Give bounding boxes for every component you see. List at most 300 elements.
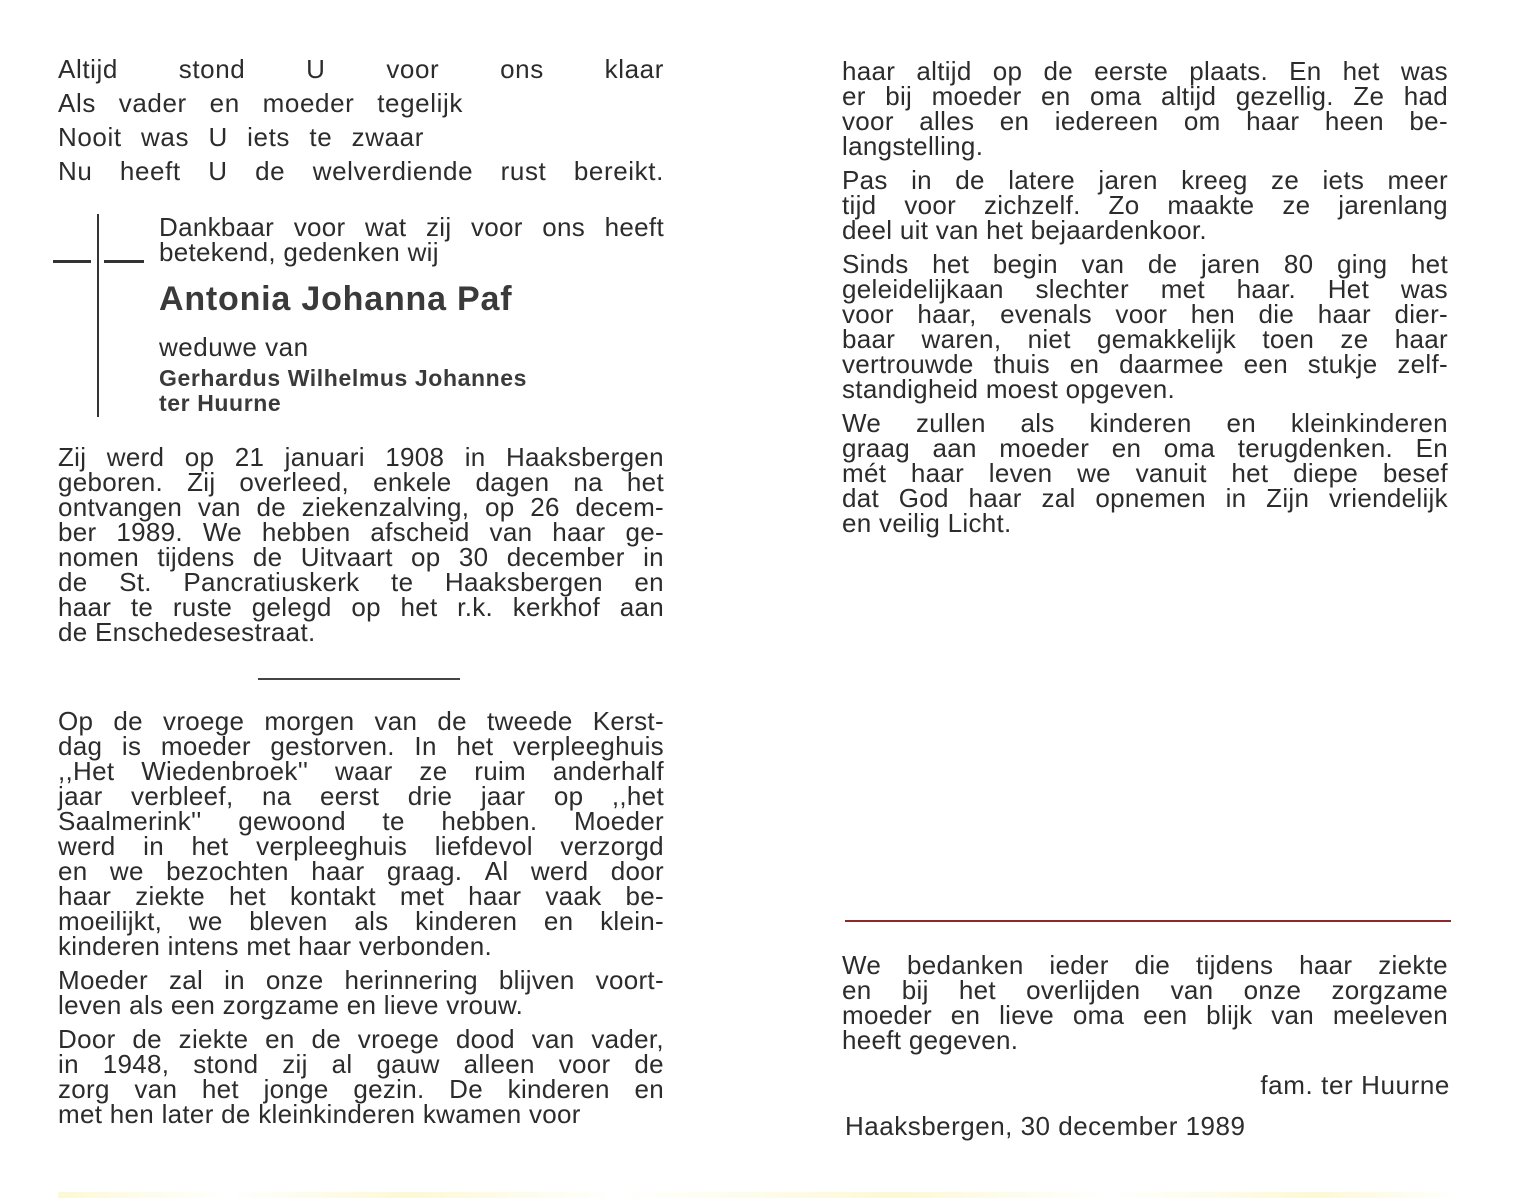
word: wat — [365, 212, 407, 242]
word: de — [58, 567, 88, 597]
word: had — [1403, 81, 1448, 111]
word: moeder — [262, 88, 355, 118]
word: het — [1410, 249, 1448, 279]
word: ,,het — [611, 781, 664, 811]
word: We — [842, 950, 882, 980]
word: besef — [1382, 458, 1448, 488]
word: die — [1258, 299, 1295, 329]
word: en — [58, 856, 88, 886]
word: in — [58, 1049, 79, 1079]
word: tijdens — [157, 542, 235, 572]
word: klein- — [600, 906, 664, 936]
word: bij — [885, 81, 913, 111]
birth-death-paragraph — [58, 442, 664, 647]
word: waar — [335, 756, 393, 786]
word: Uitvaart — [300, 542, 393, 572]
word: was — [1400, 56, 1448, 86]
word: oma — [1090, 81, 1142, 111]
word: december — [506, 542, 625, 572]
word: eerst — [319, 781, 380, 811]
word: oma — [1163, 433, 1216, 463]
word: van — [374, 706, 418, 736]
word: moeilijkt, — [58, 906, 163, 936]
text-line: langstelling. — [842, 131, 984, 161]
word: te — [130, 592, 154, 622]
word: werd — [58, 831, 116, 861]
word: voor — [842, 299, 894, 329]
word: onze — [1243, 975, 1302, 1005]
word: voor — [842, 106, 894, 136]
word: overlijden — [1026, 975, 1141, 1005]
word: blijven — [498, 965, 575, 995]
word: in — [911, 165, 932, 195]
word: verpleeghuis — [512, 731, 664, 761]
word: de — [311, 1024, 342, 1054]
word: ruste — [172, 592, 233, 622]
word: eerste — [1094, 56, 1169, 86]
word: herinnering — [344, 965, 478, 995]
word: opnemen — [1095, 483, 1206, 513]
word: bezochten — [166, 856, 289, 886]
word: het — [400, 592, 438, 622]
text-line: deel uit van het bejaardenkoor. — [842, 215, 1207, 245]
word: meer — [1387, 165, 1448, 195]
word: voor — [1115, 299, 1168, 329]
word: in — [143, 831, 164, 861]
word: het — [191, 831, 229, 861]
word: En — [1415, 433, 1448, 463]
word: dag — [58, 731, 103, 761]
word: haar — [1317, 299, 1371, 329]
word: decem- — [575, 492, 664, 522]
poem-line — [58, 120, 424, 154]
word: moeder — [160, 731, 251, 761]
word: heeft — [604, 212, 664, 242]
word: Zij — [58, 442, 87, 472]
word: ze — [1340, 324, 1369, 354]
word: klaar — [604, 54, 664, 84]
word: werd — [530, 856, 589, 886]
paragraph — [842, 249, 1448, 404]
word: Haaksbergen — [505, 442, 664, 472]
left-story — [58, 706, 664, 1129]
text-line: met hen later de kleinkinderen kwamen voor — [58, 1099, 581, 1129]
word: Dankbaar — [159, 212, 275, 242]
word: altijd — [1160, 81, 1217, 111]
word: als — [1020, 408, 1055, 438]
word: kontakt — [289, 881, 376, 911]
word: heen — [1324, 106, 1384, 136]
word: heeft — [119, 156, 181, 186]
word: stond — [178, 54, 246, 84]
word: In — [414, 731, 437, 761]
word: ruim — [474, 756, 527, 786]
word: bleven — [249, 906, 328, 936]
word: Wiedenbroek'' — [141, 756, 309, 786]
word: haar — [58, 881, 112, 911]
word: 1908 — [385, 442, 445, 472]
word: slechter — [1035, 274, 1129, 304]
word: om — [1183, 106, 1221, 136]
word: op — [184, 442, 215, 472]
word: die — [1134, 950, 1171, 980]
word: het — [932, 249, 970, 279]
word: mét — [842, 458, 887, 488]
word: tegelijk — [377, 88, 463, 118]
word: en — [1226, 408, 1256, 438]
word: te — [309, 122, 333, 152]
word: de — [1147, 249, 1178, 279]
word: alleen — [463, 1049, 535, 1079]
word: jaren — [1098, 165, 1158, 195]
husband-name-line: ter Huurne — [159, 390, 282, 416]
poem-line — [58, 154, 664, 188]
word: in — [464, 442, 486, 472]
word: ons — [500, 54, 544, 84]
word: rust — [500, 156, 547, 186]
word: geleidelijkaan — [842, 274, 1004, 304]
word: dier- — [1394, 299, 1448, 329]
word: U — [306, 54, 326, 84]
word: ging — [1336, 249, 1388, 279]
word: welverdiende — [312, 156, 474, 186]
word: en — [842, 975, 872, 1005]
word: Sinds — [842, 249, 909, 279]
word: leven — [988, 458, 1053, 488]
word: dat — [842, 483, 880, 513]
paragraph — [842, 165, 1448, 245]
word: Nooit — [58, 122, 122, 152]
word: op — [484, 492, 515, 522]
word: enkele — [373, 467, 452, 497]
word: met — [1160, 274, 1205, 304]
word: blijk — [1206, 1000, 1253, 1030]
word: Saalmerink'' — [58, 806, 202, 836]
word: de — [955, 165, 985, 195]
word: en — [634, 1074, 664, 1104]
word: evenals — [1000, 299, 1092, 329]
word: zij — [425, 212, 452, 242]
word: afscheid — [370, 517, 470, 547]
word: baar — [842, 324, 896, 354]
word: haar, — [917, 299, 977, 329]
word: de — [132, 1024, 162, 1054]
word: de — [437, 706, 467, 736]
word: een — [1143, 1000, 1188, 1030]
word: jarenlang — [1338, 190, 1448, 220]
word: en — [1069, 349, 1100, 379]
word: tijdens — [1196, 950, 1274, 980]
thanks-paragraph — [842, 950, 1448, 1055]
word: U — [208, 122, 228, 152]
word: ,,Het — [58, 756, 115, 786]
word: vroege — [357, 1024, 440, 1054]
word: de — [256, 492, 286, 522]
word: voor — [470, 212, 523, 242]
word: is — [121, 731, 142, 761]
word: gezellig. — [1235, 81, 1334, 111]
word: Pas — [842, 165, 888, 195]
word: was — [1400, 274, 1448, 304]
word: ge- — [625, 517, 664, 547]
word: zij — [282, 1049, 308, 1079]
word: het — [1231, 458, 1269, 488]
word: werd — [106, 442, 165, 472]
word: hebben. — [441, 806, 538, 836]
word: januari — [284, 442, 365, 472]
word: Nu — [58, 156, 93, 186]
word: als — [354, 906, 389, 936]
word: en — [950, 1000, 981, 1030]
word: nomen — [58, 542, 139, 572]
word: voor — [904, 190, 957, 220]
word: ze — [1282, 190, 1311, 220]
word: begin — [992, 249, 1058, 279]
word: vader — [118, 88, 187, 118]
word: zichzelf. — [984, 190, 1081, 220]
word: altijd — [916, 56, 972, 86]
word: alles — [919, 106, 975, 136]
word: gauw — [376, 1049, 440, 1079]
word: haar — [910, 458, 965, 488]
dedication — [159, 212, 664, 267]
word: We — [842, 408, 882, 438]
word: toen — [1262, 324, 1315, 354]
word: het — [626, 467, 664, 497]
word: haar — [1299, 950, 1353, 980]
word: terugdenken. — [1237, 433, 1394, 463]
word: vriendelijk — [1329, 483, 1448, 513]
word: Moeder — [58, 965, 148, 995]
word: overleed, — [239, 467, 350, 497]
word: verzorgd — [560, 831, 664, 861]
word: zal — [168, 965, 204, 995]
word: op — [992, 56, 1023, 86]
word: 80 — [1283, 249, 1314, 279]
word: van — [1271, 1000, 1315, 1030]
word: dagen — [475, 467, 550, 497]
word: van — [531, 1024, 575, 1054]
word: r.k. — [457, 592, 494, 622]
word: De — [449, 1074, 484, 1104]
text-line: leven als een zorgzame en lieve vrouw. — [58, 990, 524, 1020]
word: haar — [468, 881, 522, 911]
word: hebben — [261, 517, 351, 547]
word: vader, — [591, 1024, 664, 1054]
word: graag — [842, 433, 910, 463]
word: kleinkinderen — [1290, 408, 1448, 438]
word: gemakkelijk — [1096, 324, 1237, 354]
word: vertrouwde — [842, 349, 974, 379]
word: van — [134, 1074, 178, 1104]
thanks-divider — [845, 920, 1451, 922]
word: Het — [1327, 274, 1370, 304]
word: we — [1077, 458, 1111, 488]
word: kinderen — [507, 1074, 610, 1104]
word: na — [261, 781, 292, 811]
word: waren, — [921, 324, 1002, 354]
word: God — [898, 483, 949, 513]
word: 21 — [234, 442, 265, 472]
word: thuis — [993, 349, 1050, 379]
word: vaak — [545, 881, 602, 911]
word: Zij — [187, 467, 216, 497]
word: ons — [542, 212, 586, 242]
word: tijd — [842, 190, 877, 220]
word: ze — [419, 756, 448, 786]
word: gestorven. — [270, 731, 395, 761]
word: kinderen — [1089, 408, 1192, 438]
word: de — [255, 156, 286, 186]
word: in — [224, 965, 245, 995]
word: haar — [842, 56, 896, 86]
word: moeder — [999, 433, 1090, 463]
word: be- — [625, 881, 664, 911]
word: liefdevol — [434, 831, 533, 861]
word: de — [634, 1049, 664, 1079]
word: was — [141, 122, 190, 152]
word: de — [113, 706, 143, 736]
word: en — [1041, 81, 1071, 111]
poem-line — [58, 52, 664, 86]
word: een — [1243, 349, 1288, 379]
word: en — [265, 1024, 295, 1054]
word: Pancratiuskerk — [183, 567, 360, 597]
word: jonge — [263, 1074, 329, 1104]
word: drie — [407, 781, 453, 811]
paragraph — [842, 56, 1448, 161]
word: haar — [311, 856, 365, 886]
text-line: kinderen intens met haar verbonden. — [58, 931, 492, 961]
word: bij — [901, 975, 929, 1005]
word: morgen — [264, 706, 355, 736]
word: kreeg — [1181, 165, 1248, 195]
word: geboren. — [58, 467, 164, 497]
word: haar — [58, 592, 112, 622]
word: in — [643, 542, 664, 572]
word: tweede — [487, 706, 573, 736]
word: het — [456, 731, 494, 761]
word: bereikt. — [573, 156, 664, 186]
word: We — [202, 517, 243, 547]
word: moeder — [931, 81, 1022, 111]
word: jaren — [1200, 249, 1261, 279]
word: ber — [58, 517, 97, 547]
word: hen — [1190, 299, 1236, 329]
word: Op — [58, 706, 94, 736]
word: ze — [1271, 165, 1300, 195]
word: plaats. — [1189, 56, 1268, 86]
word: 1948, — [102, 1049, 170, 1079]
family-signature: fam. ter Huurne — [1260, 1070, 1450, 1100]
poem — [58, 52, 664, 188]
word: 1989. — [116, 517, 183, 547]
word: met — [399, 881, 445, 911]
cross-icon — [97, 214, 99, 417]
word: ontvangen — [58, 492, 183, 522]
word: jaar — [480, 781, 526, 811]
section-divider — [258, 678, 460, 680]
text-line: heeft gegeven. — [842, 1025, 1019, 1055]
word: stond — [193, 1049, 259, 1079]
word: haar — [1246, 106, 1300, 136]
word: anderhalf — [552, 756, 664, 786]
dedication-line: betekend, gedenken wij — [159, 237, 439, 267]
word: voor — [386, 54, 440, 84]
word: haar — [552, 517, 606, 547]
word: voor — [293, 212, 346, 242]
deceased-name: Antonia Johanna Paf — [159, 280, 513, 318]
word: de — [252, 542, 283, 572]
word: en — [999, 106, 1030, 136]
word: maakte — [1167, 190, 1255, 220]
word: iets — [1322, 165, 1365, 195]
word: en — [634, 567, 664, 597]
word: vroege — [163, 706, 245, 736]
right-story — [842, 56, 1448, 538]
word: van — [197, 492, 241, 522]
word: voort- — [595, 965, 664, 995]
word: ziekte — [135, 881, 205, 911]
word: Altijd — [58, 54, 118, 84]
text-line: standigheid moest opgeven. — [842, 374, 1176, 404]
paragraph — [58, 965, 664, 1020]
place-date: Haaksbergen, 30 december 1989 — [845, 1111, 1246, 1141]
word: de — [1043, 56, 1073, 86]
word: graag. — [386, 856, 463, 886]
word: stukje — [1307, 349, 1378, 379]
cross-icon-bar-right — [104, 260, 144, 263]
word: we — [109, 856, 144, 886]
word: Zijn — [1266, 483, 1310, 513]
word: Ze — [1353, 81, 1385, 111]
word: en — [1111, 433, 1142, 463]
word: zorgzame — [1331, 975, 1448, 1005]
word: Door — [58, 1024, 116, 1054]
word: ieder — [1049, 950, 1109, 980]
word: aan — [932, 433, 977, 463]
poem-line — [58, 86, 463, 120]
word: zal — [1041, 483, 1076, 513]
word: en — [209, 88, 240, 118]
word: door — [610, 856, 664, 886]
husband-name — [159, 366, 527, 416]
word: ziekte — [1378, 950, 1448, 980]
word: voor — [558, 1049, 611, 1079]
word: aan — [619, 592, 664, 622]
word: gelegd — [251, 592, 332, 622]
word: be- — [1409, 106, 1448, 136]
word: Moeder — [574, 806, 664, 836]
word: verpleeghuis — [256, 831, 408, 861]
word: onze — [265, 965, 324, 995]
paper-edge — [58, 1192, 1458, 1198]
word: zorg — [58, 1074, 110, 1104]
word: op — [553, 781, 584, 811]
word: bedanken — [906, 950, 1024, 980]
word: Kerst- — [592, 706, 664, 736]
word: het — [201, 1074, 239, 1104]
word: ziekenzalving, — [301, 492, 470, 522]
text-line: en veilig Licht. — [842, 508, 1012, 538]
word: en — [543, 906, 574, 936]
word: al — [331, 1049, 353, 1079]
text-line: de Enschedesestraat. — [58, 617, 316, 647]
paragraph — [58, 706, 664, 961]
word: haar — [968, 483, 1022, 513]
word: 30 — [458, 542, 489, 572]
word: moeder — [842, 1000, 932, 1030]
